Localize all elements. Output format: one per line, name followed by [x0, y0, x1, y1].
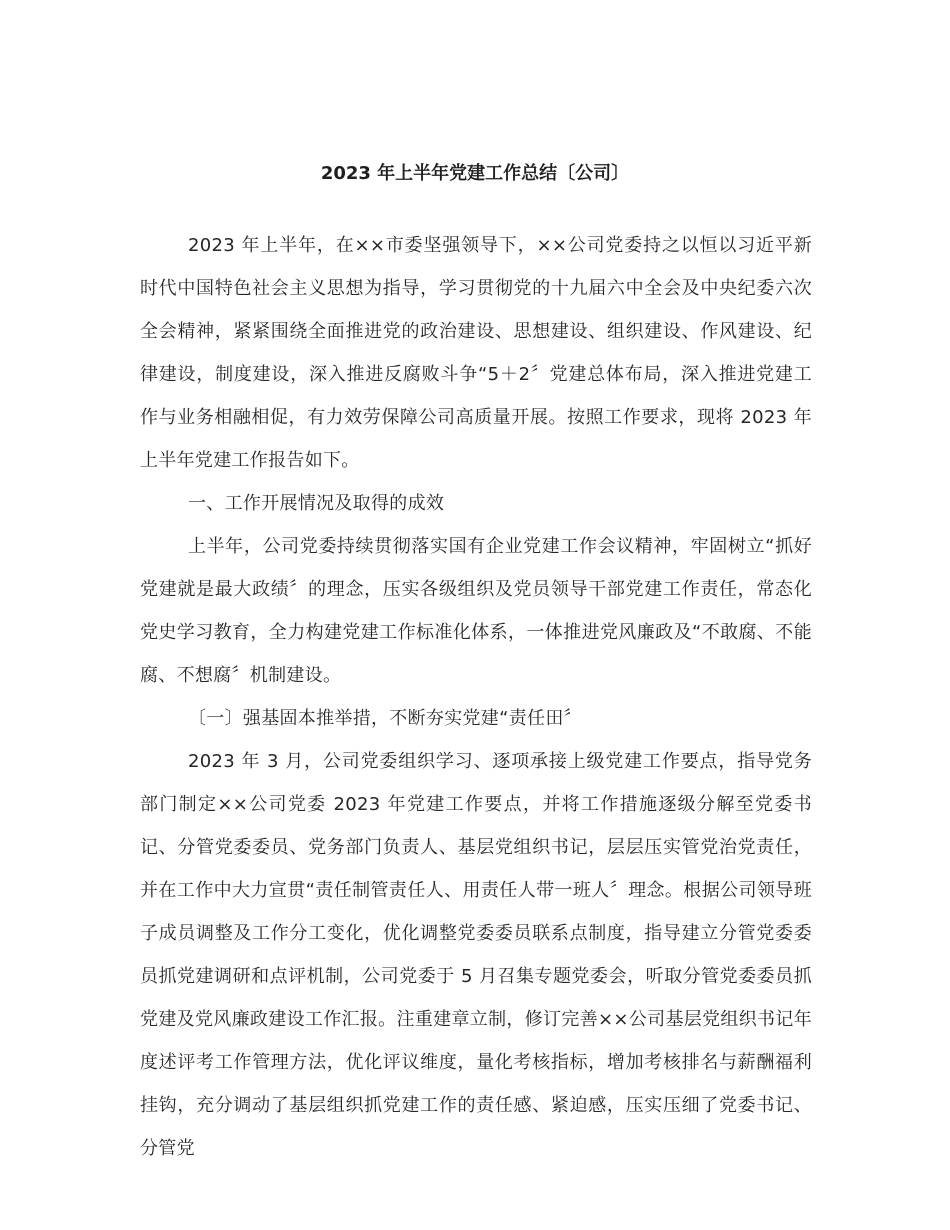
subsection-heading-1: 〔一〕强基固本推举措，不断夯实党建“责任田〞 [188, 708, 582, 729]
document-title: 2023 年上半年党建工作总结〔公司〕 [320, 163, 630, 184]
paragraph-intro: 2023 年上半年，在××市委坚强领导下，××公司党委持之以恒以习近平新时代中国特色社会主义思想为指导，学习贯彻党的十九届六中全会及中央纪委六次全会精神，紧紧围绕全面推进党的政治建设、思想建设、组织建设、作风建设、纪律建设，制度建设，深入推进反腐败斗争“5＋2〞党建总体布局，深入推进党建工作与业务相融相促，有力效劳保障公司高质量开展。按照工作要求，现将 2023 年上半年党建工作报告如下。 [140, 235, 812, 471]
section-heading-1: 一、工作开展情况及取得的成效 [188, 493, 445, 514]
paragraph-subsection-1-body: 2023 年 3 月，公司党委组织学习、逐项承接上级党建工作要点，指导党务部门制定××公司党委 2023 年党建工作要点，并将工作措施逐级分解至党委书记、分管党委委员、党务部门负责人、基层党组织书记，层层压实管党治党责任，并在工作中大力宣贯“责任制管责任人、用责任人带一班人〞理念。根据公司领导班子成员调整及工作分工变化，优化调整党委委员联系点制度，指导建立分管党委委员抓党建调研和点评机制，公司党委于 5 月召集专题党委会，听取分管党委委员抓党建及党风廉政建设工作汇报。注重建章立制，修订完善××公司基层党组织书记年度述评考工作管理方法，优化评议维度，量化考核指标，增加考核排名与薪酬福利挂钩，充分调动了基层组织抓党建工作的责任感、紧迫感，压实压细了党委书记、分管党 [140, 751, 812, 1159]
paragraph-section-1-overview: 上半年，公司党委持续贯彻落实国有企业党建工作会议精神，牢固树立“抓好党建就是最大政绩〞的理念，压实各级组织及党员领导干部党建工作责任，常态化党史学习教育，全力构建党建工作标准化体系，一体推进党风廉政及“不敢腐、不能腐、不想腐〞机制建设。 [140, 536, 812, 686]
document-body [140, 224, 812, 1170]
